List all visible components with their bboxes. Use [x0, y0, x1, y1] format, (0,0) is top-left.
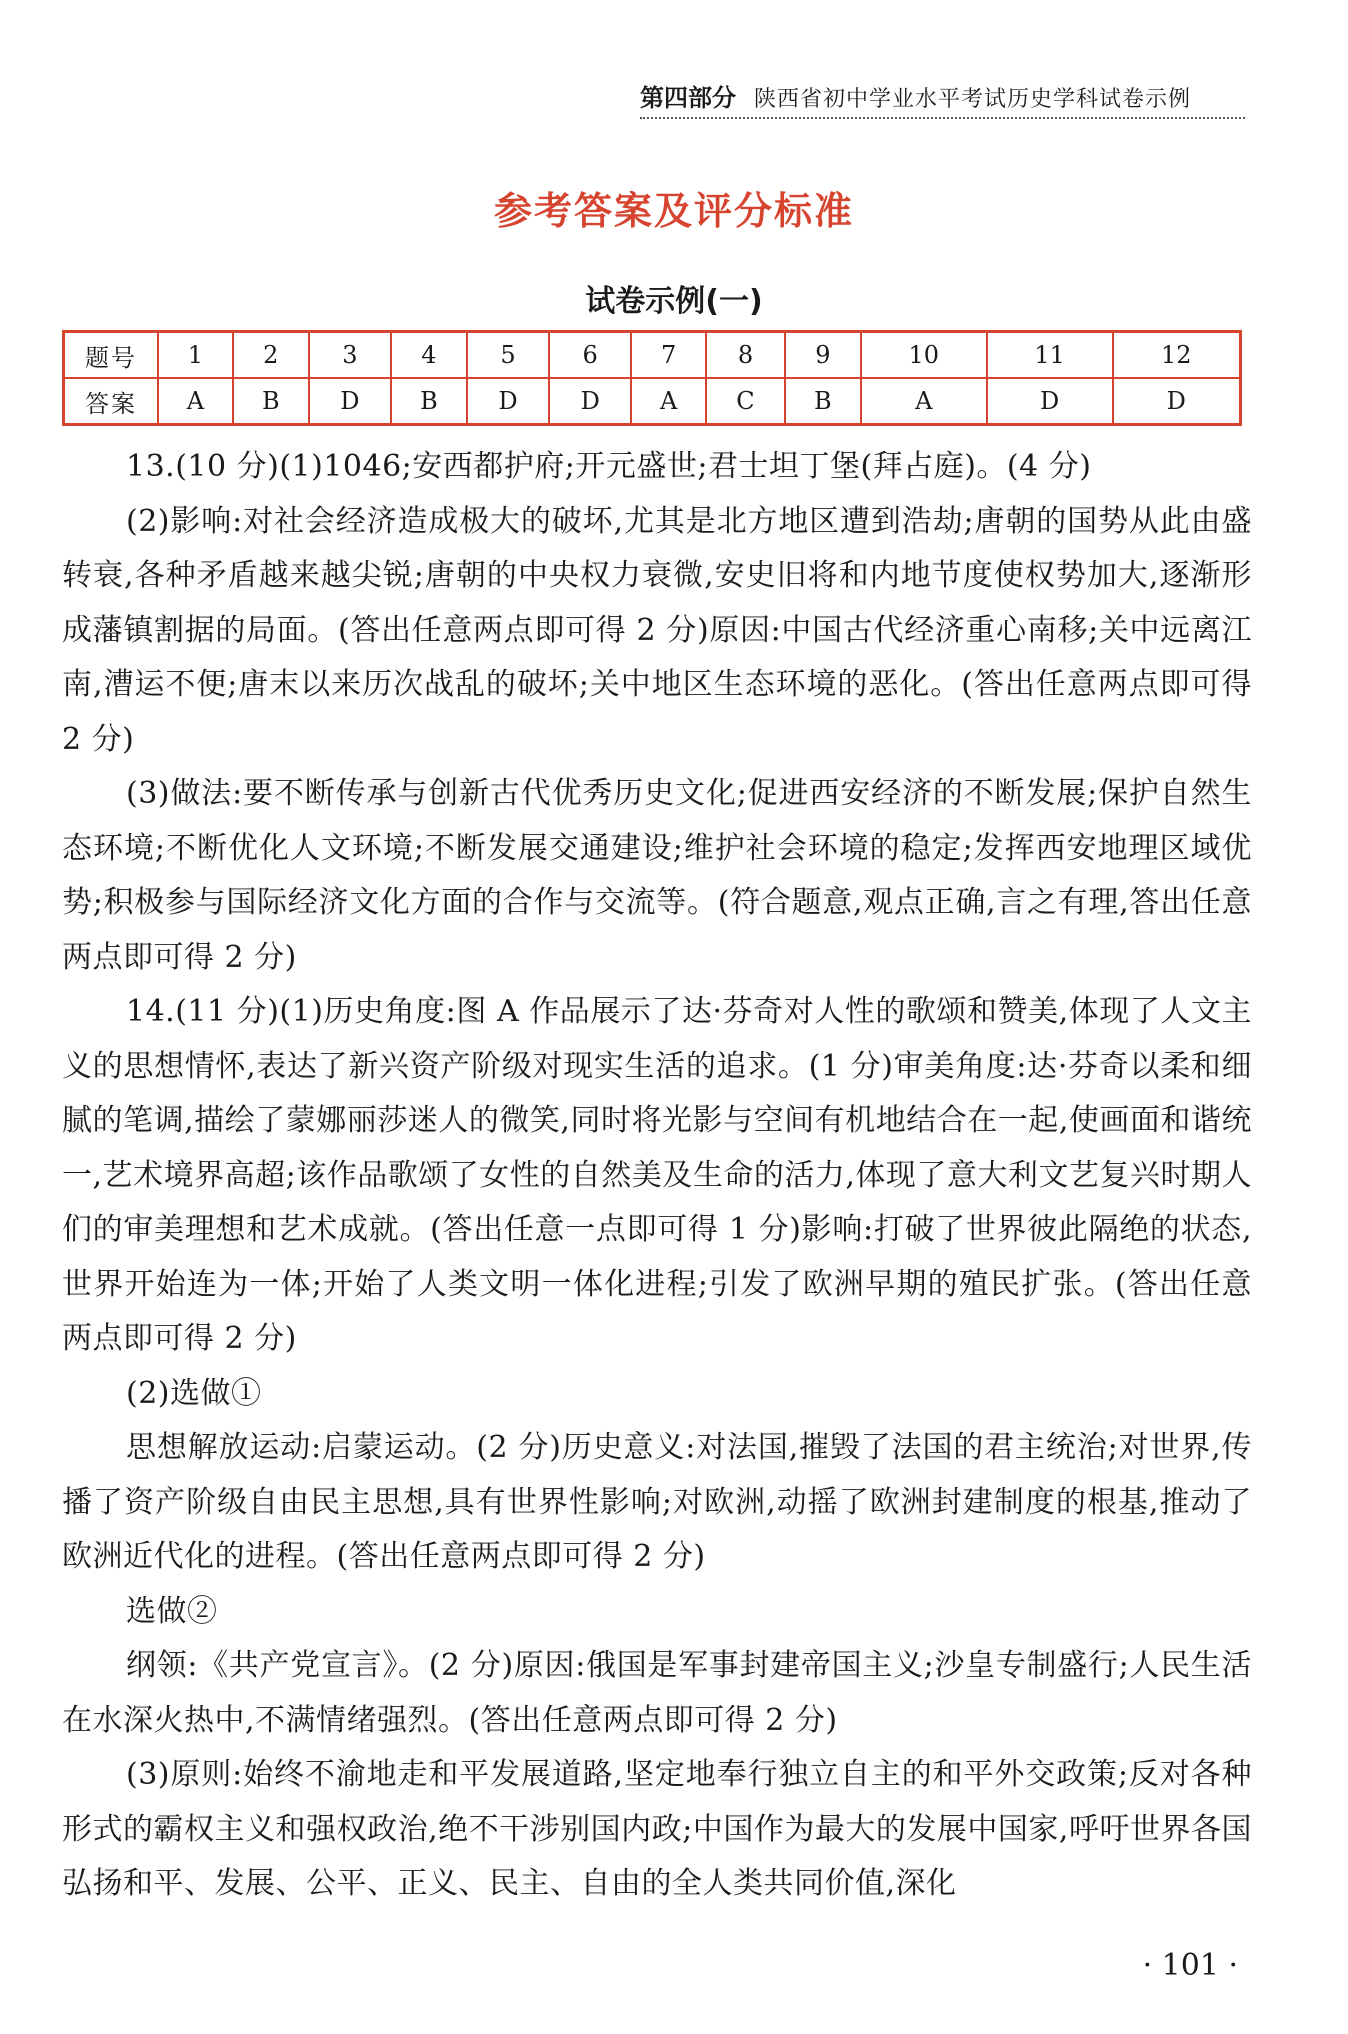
running-header [640, 78, 1245, 119]
answer-cell: D [1113, 378, 1241, 425]
paragraph-q13-2: (2)影响:对社会经济造成极大的破坏,尤其是北方地区遭到浩劫;唐朝的国势从此由盛转衰,各种矛盾越来越尖锐;唐朝的中央权力衰微,安史旧将和内地节度使权势加大,逐渐形成藩镇割据的局面。(答出任意两点即可得 2 分)原因:中国古代经济重心南移;关中远离江南,漕运不便;唐末以来历次战乱的破坏;关中地区生态环境的恶化。(答出任意两点即可得 2 分) [62, 503, 1252, 757]
question-number: 9 [785, 332, 861, 379]
question-row-label: 题号 [64, 332, 159, 379]
question-number: 4 [391, 332, 467, 379]
page-title: 参考答案及评分标准 [493, 189, 854, 233]
section-title: 试卷示例(一) [585, 284, 763, 319]
question-number: 12 [1113, 332, 1241, 379]
paragraph-q14-1: 14.(11 分)(1)历史角度:图 A 作品展示了达·芬奇对人性的歌颂和赞美,体现了人文主义的思想情怀,表达了新兴资产阶级对现实生活的追求。(1 分)审美角度:达·芬奇以柔和细腻的笔调,描绘了蒙娜丽莎迷人的微笑,同时将光影与空间有机地结合在一起,使画面和谐统一,艺术境界高超;该作品歌颂了女性的自然美及生命的活力,体现了意大利文艺复兴时期人们的审美理想和艺术成就。(答出任意一点即可得 1 分)影响:打破了世界彼此隔绝的状态,世界开始连为一体;开始了人类文明一体化进程;引发了欧洲早期的殖民扩张。(答出任意两点即可得 2 分) [62, 994, 1252, 1356]
answer-body [62, 440, 1252, 1912]
paragraph-q14-2-option1: 思想解放运动:启蒙运动。(2 分)历史意义:对法国,摧毁了法国的君主统治;对世界,传播了资产阶级自由民主思想,具有世界性影响;对欧洲,动摇了欧洲封建制度的根基,推动了欧洲近代化的进程。(答出任意两点即可得 2 分) [62, 1430, 1252, 1574]
question-number: 6 [549, 332, 631, 379]
question-number: 11 [987, 332, 1113, 379]
answer-cell: D [549, 378, 631, 425]
answer-cell: D [309, 378, 391, 425]
answer-row-label: 答案 [64, 378, 159, 425]
answer-cell: D [467, 378, 549, 425]
question-number: 3 [309, 332, 391, 379]
question-number: 1 [158, 332, 233, 379]
paragraph-q13-1: 13.(10 分)(1)1046;安西都护府;开元盛世;君士坦丁堡(拜占庭)。(4 分) [126, 449, 1092, 484]
answer-table-answer-row [64, 378, 1241, 425]
paragraph-q14-2-option1-label: (2)选做① [126, 1375, 262, 1411]
paragraph-q14-2-option2-label: 选做② [126, 1593, 218, 1629]
answer-table [62, 330, 1242, 426]
answer-cell: B [391, 378, 467, 425]
header-part: 第四部分 [640, 84, 736, 112]
question-number: 2 [233, 332, 309, 379]
answer-cell: D [987, 378, 1113, 425]
answer-cell: A [861, 378, 987, 425]
question-number: 5 [467, 332, 549, 379]
answer-cell: B [785, 378, 861, 425]
answer-cell: A [631, 378, 706, 425]
answer-cell: A [158, 378, 233, 425]
question-number: 8 [706, 332, 785, 379]
answer-cell: B [233, 378, 309, 425]
paragraph-q14-2-option2: 纲领:《共产党宣言》。(2 分)原因:俄国是军事封建帝国主义;沙皇专制盛行;人民生活在水深火热中,不满情绪强烈。(答出任意两点即可得 2 分) [62, 1648, 1252, 1738]
answer-cell: C [706, 378, 785, 425]
question-number: 10 [861, 332, 987, 379]
paragraph-q13-3: (3)做法:要不断传承与创新古代优秀历史文化;促进西安经济的不断发展;保护自然生态环境;不断优化人文环境;不断发展交通建设;维护社会环境的稳定;发挥西安地理区域优势;积极参与国际经济文化方面的合作与交流等。(符合题意,观点正确,言之有理,答出任意两点即可得 2 分) [62, 776, 1252, 975]
question-number: 7 [631, 332, 706, 379]
page-number: · 101 · [1142, 1948, 1238, 1983]
header-title: 陕西省初中学业水平考试历史学科试卷示例 [754, 87, 1192, 112]
paragraph-q14-3: (3)原则:始终不渝地走和平发展道路,坚定地奉行独立自主的和平外交政策;反对各种形式的霸权主义和强权政治,绝不干涉别国内政;中国作为最大的发展中国家,呼吁世界各国弘扬和平、发展、公平、正义、民主、自由的全人类共同价值,深化 [62, 1757, 1252, 1901]
answer-table-question-row [64, 332, 1241, 379]
